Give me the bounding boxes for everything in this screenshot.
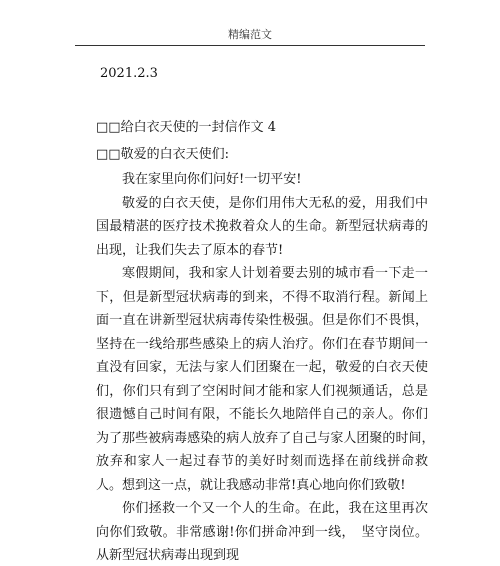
document-salutation: □□敬爱的白衣天使们: <box>96 147 229 162</box>
paragraph-greeting: 我在家里向你们问好!一切平安! <box>122 172 302 187</box>
paragraph-winter-break: 寒假期间，我和家人计划着要去别的城市看一下走一下，但是新型冠状病毒的到来，不得不取消行程。新闻上面一直在讲新型冠状病毒传染性极强。但是你们不畏惧，坚持在一线给那些感染上的病人治疗。你们在春节期间一直没有回家，无法与家人们团聚在一起，敬爱的白衣天使们，你们只有到了空闲时间才能和家人们视频通话，总是很遗憾自己时间有限，不能长久地陪伴自己的亲人。你们为了那些被病毒感染的病人放弃了自己与家人团聚的时间， 放弃和家人一起过春节的美好时刻而选择在前线拼命救人。想到这一点，就让我感动非常!真心地向你们致敬! <box>96 266 442 493</box>
document-date: 2021.2.3 <box>100 66 158 81</box>
paragraph-gratitude: 你们拯救一个又一个人的生命。在此，我在这里再次向你们致敬。非常感谢!你们拼命冲到一线， 坚守岗位。从新型冠状病毒出现到现 <box>96 501 428 563</box>
page-header: 精编范文 <box>228 28 272 41</box>
header-divider <box>75 45 425 46</box>
document-body <box>96 168 442 566</box>
paragraph-praise: 敬爱的白衣天使，是你们用伟大无私的爱，用我们中国最精湛的医疗技术挽救着众人的生命。新型冠状病毒的出现，让我们失去了原本的春节! <box>96 195 428 258</box>
document-title: □□给白衣天使的一封信作文 4 <box>96 120 276 135</box>
